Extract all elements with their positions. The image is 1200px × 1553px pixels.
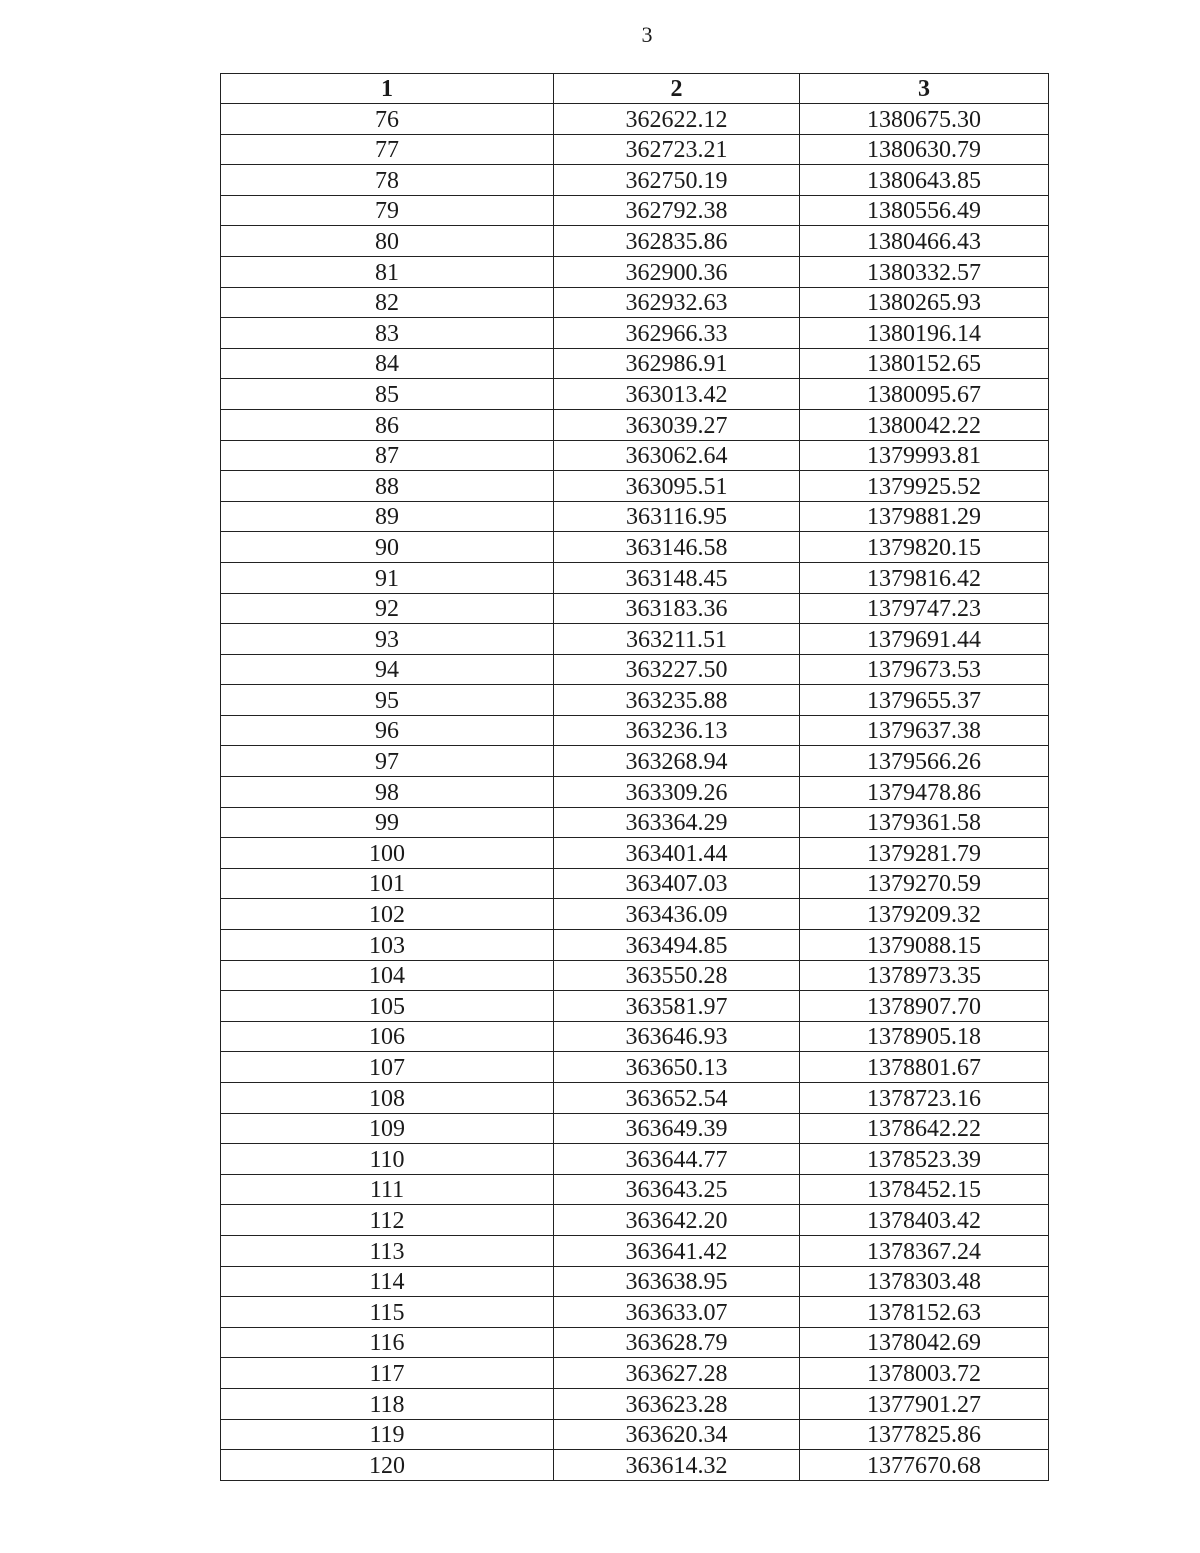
coordinate-y-cell: 1378642.22 — [800, 1113, 1049, 1144]
table-row — [221, 256, 1049, 287]
point-number-cell: 120 — [221, 1450, 554, 1481]
coordinate-x-cell: 363364.29 — [554, 807, 800, 838]
coordinate-y-cell: 1379088.15 — [800, 930, 1049, 961]
coordinate-x-cell: 363627.28 — [554, 1358, 800, 1389]
point-number-cell: 111 — [221, 1174, 554, 1205]
table-row — [221, 685, 1049, 716]
point-number-cell: 119 — [221, 1419, 554, 1450]
table-row — [221, 777, 1049, 808]
point-number-cell: 99 — [221, 807, 554, 838]
coordinate-y-cell: 1377825.86 — [800, 1419, 1049, 1450]
point-number-cell: 88 — [221, 471, 554, 502]
table-row — [221, 807, 1049, 838]
coordinate-x-cell: 363062.64 — [554, 440, 800, 471]
coordinate-x-cell: 363638.95 — [554, 1266, 800, 1297]
point-number-cell: 84 — [221, 348, 554, 379]
coordinate-x-cell: 363614.32 — [554, 1450, 800, 1481]
table-row — [221, 991, 1049, 1022]
coordinate-x-cell: 363628.79 — [554, 1327, 800, 1358]
coordinate-x-cell: 363649.39 — [554, 1113, 800, 1144]
coordinate-x-cell: 362622.12 — [554, 104, 800, 135]
table-row — [221, 654, 1049, 685]
table-row — [221, 471, 1049, 502]
point-number-cell: 92 — [221, 593, 554, 624]
point-number-cell: 102 — [221, 899, 554, 930]
table-row — [221, 1205, 1049, 1236]
point-number-cell: 89 — [221, 501, 554, 532]
point-number-cell: 107 — [221, 1052, 554, 1083]
table-row — [221, 746, 1049, 777]
coordinate-x-cell: 363407.03 — [554, 868, 800, 899]
table-row — [221, 960, 1049, 991]
point-number-cell: 90 — [221, 532, 554, 563]
coordinate-y-cell: 1380196.14 — [800, 318, 1049, 349]
point-number-cell: 81 — [221, 256, 554, 287]
coordinate-x-cell: 363641.42 — [554, 1235, 800, 1266]
coordinate-x-cell: 363401.44 — [554, 838, 800, 869]
table-body — [221, 104, 1049, 1481]
point-number-cell: 94 — [221, 654, 554, 685]
point-number-cell: 77 — [221, 134, 554, 165]
table-row — [221, 562, 1049, 593]
coordinate-x-cell: 363116.95 — [554, 501, 800, 532]
coordinate-x-cell: 363623.28 — [554, 1388, 800, 1419]
point-number-cell: 110 — [221, 1144, 554, 1175]
table-row — [221, 318, 1049, 349]
coordinate-y-cell: 1378905.18 — [800, 1021, 1049, 1052]
coordinate-y-cell: 1379270.59 — [800, 868, 1049, 899]
point-number-cell: 97 — [221, 746, 554, 777]
coordinate-y-cell: 1377670.68 — [800, 1450, 1049, 1481]
point-number-cell: 76 — [221, 104, 554, 135]
table-row — [221, 1419, 1049, 1450]
coordinate-y-cell: 1379478.86 — [800, 777, 1049, 808]
coordinate-y-cell: 1379993.81 — [800, 440, 1049, 471]
coordinate-x-cell: 362986.91 — [554, 348, 800, 379]
coordinate-y-cell: 1379281.79 — [800, 838, 1049, 869]
coordinate-y-cell: 1378907.70 — [800, 991, 1049, 1022]
table-row — [221, 134, 1049, 165]
point-number-cell: 95 — [221, 685, 554, 716]
table-row — [221, 1235, 1049, 1266]
table-row — [221, 1297, 1049, 1328]
coordinate-x-cell: 363646.93 — [554, 1021, 800, 1052]
point-number-cell: 115 — [221, 1297, 554, 1328]
table-row — [221, 1021, 1049, 1052]
coordinate-y-cell: 1380675.30 — [800, 104, 1049, 135]
coordinate-x-cell: 363436.09 — [554, 899, 800, 930]
table-row — [221, 104, 1049, 135]
table-row — [221, 1052, 1049, 1083]
coordinate-x-cell: 362966.33 — [554, 318, 800, 349]
column-header-1: 1 — [221, 74, 554, 104]
table-row — [221, 165, 1049, 196]
point-number-cell: 109 — [221, 1113, 554, 1144]
coordinate-x-cell: 363620.34 — [554, 1419, 800, 1450]
coordinate-x-cell: 363013.42 — [554, 379, 800, 410]
point-number-cell: 85 — [221, 379, 554, 410]
coordinate-x-cell: 363642.20 — [554, 1205, 800, 1236]
table-row — [221, 409, 1049, 440]
coordinate-x-cell: 362750.19 — [554, 165, 800, 196]
point-number-cell: 96 — [221, 715, 554, 746]
coordinate-y-cell: 1377901.27 — [800, 1388, 1049, 1419]
coordinate-x-cell: 363643.25 — [554, 1174, 800, 1205]
table-row — [221, 440, 1049, 471]
table-row — [221, 379, 1049, 410]
coordinate-x-cell: 362835.86 — [554, 226, 800, 257]
table-row — [221, 1174, 1049, 1205]
coordinate-y-cell: 1379747.23 — [800, 593, 1049, 624]
coordinate-y-cell: 1380556.49 — [800, 195, 1049, 226]
coordinate-y-cell: 1380042.22 — [800, 409, 1049, 440]
coordinate-y-cell: 1378452.15 — [800, 1174, 1049, 1205]
table-row — [221, 868, 1049, 899]
point-number-cell: 114 — [221, 1266, 554, 1297]
coordinate-x-cell: 363148.45 — [554, 562, 800, 593]
table-row — [221, 715, 1049, 746]
table-row — [221, 1113, 1049, 1144]
coordinate-y-cell: 1380643.85 — [800, 165, 1049, 196]
coordinate-y-cell: 1379816.42 — [800, 562, 1049, 593]
coordinate-y-cell: 1379566.26 — [800, 746, 1049, 777]
table-header — [221, 74, 1049, 104]
point-number-cell: 83 — [221, 318, 554, 349]
point-number-cell: 106 — [221, 1021, 554, 1052]
table-row — [221, 532, 1049, 563]
point-number-cell: 78 — [221, 165, 554, 196]
coordinate-x-cell: 363236.13 — [554, 715, 800, 746]
point-number-cell: 116 — [221, 1327, 554, 1358]
column-header-2: 2 — [554, 74, 800, 104]
coordinate-x-cell: 363183.36 — [554, 593, 800, 624]
point-number-cell: 104 — [221, 960, 554, 991]
coordinate-y-cell: 1379673.53 — [800, 654, 1049, 685]
coordinate-y-cell: 1379209.32 — [800, 899, 1049, 930]
table-row — [221, 501, 1049, 532]
coordinate-x-cell: 362723.21 — [554, 134, 800, 165]
table-row — [221, 930, 1049, 961]
coordinate-y-cell: 1378152.63 — [800, 1297, 1049, 1328]
coordinate-y-cell: 1378003.72 — [800, 1358, 1049, 1389]
point-number-cell: 117 — [221, 1358, 554, 1389]
coordinate-y-cell: 1380332.57 — [800, 256, 1049, 287]
page-number: 3 — [641, 22, 653, 47]
coordinate-y-cell: 1378403.42 — [800, 1205, 1049, 1236]
point-number-cell: 112 — [221, 1205, 554, 1236]
coordinate-y-cell: 1380152.65 — [800, 348, 1049, 379]
coordinate-x-cell: 363652.54 — [554, 1083, 800, 1114]
point-number-cell: 100 — [221, 838, 554, 869]
coordinate-y-cell: 1380466.43 — [800, 226, 1049, 257]
table-row — [221, 899, 1049, 930]
table-row — [221, 287, 1049, 318]
coordinate-y-cell: 1379637.38 — [800, 715, 1049, 746]
point-number-cell: 82 — [221, 287, 554, 318]
table-row — [221, 624, 1049, 655]
coordinate-x-cell: 363633.07 — [554, 1297, 800, 1328]
coordinate-x-cell: 363227.50 — [554, 654, 800, 685]
point-number-cell: 98 — [221, 777, 554, 808]
coordinate-y-cell: 1378801.67 — [800, 1052, 1049, 1083]
point-number-cell: 79 — [221, 195, 554, 226]
coordinate-y-cell: 1378367.24 — [800, 1235, 1049, 1266]
point-number-cell: 80 — [221, 226, 554, 257]
point-number-cell: 93 — [221, 624, 554, 655]
coordinate-x-cell: 363268.94 — [554, 746, 800, 777]
coordinate-x-cell: 363095.51 — [554, 471, 800, 502]
coordinate-x-cell: 363235.88 — [554, 685, 800, 716]
table-row — [221, 838, 1049, 869]
coordinate-x-cell: 362932.63 — [554, 287, 800, 318]
coordinate-x-cell: 363581.97 — [554, 991, 800, 1022]
table-row — [221, 1388, 1049, 1419]
coordinates-table — [220, 73, 1049, 1481]
coordinate-x-cell: 363494.85 — [554, 930, 800, 961]
point-number-cell: 87 — [221, 440, 554, 471]
coordinate-y-cell: 1380265.93 — [800, 287, 1049, 318]
table-row — [221, 593, 1049, 624]
coordinate-x-cell: 363146.58 — [554, 532, 800, 563]
point-number-cell: 113 — [221, 1235, 554, 1266]
table-header-row — [221, 74, 1049, 104]
table-row — [221, 1358, 1049, 1389]
coordinate-y-cell: 1378973.35 — [800, 960, 1049, 991]
coordinate-x-cell: 363644.77 — [554, 1144, 800, 1175]
column-header-3: 3 — [800, 74, 1049, 104]
point-number-cell: 103 — [221, 930, 554, 961]
table-row — [221, 1450, 1049, 1481]
coordinate-y-cell: 1379361.58 — [800, 807, 1049, 838]
table-row — [221, 1083, 1049, 1114]
table-row — [221, 1144, 1049, 1175]
point-number-cell: 86 — [221, 409, 554, 440]
coordinate-y-cell: 1379881.29 — [800, 501, 1049, 532]
coordinate-y-cell: 1379820.15 — [800, 532, 1049, 563]
coordinate-x-cell: 363309.26 — [554, 777, 800, 808]
table-row — [221, 226, 1049, 257]
point-number-cell: 118 — [221, 1388, 554, 1419]
point-number-cell: 91 — [221, 562, 554, 593]
coordinate-y-cell: 1380095.67 — [800, 379, 1049, 410]
coordinate-y-cell: 1379691.44 — [800, 624, 1049, 655]
coordinate-x-cell: 363039.27 — [554, 409, 800, 440]
coordinate-x-cell: 362792.38 — [554, 195, 800, 226]
coordinate-x-cell: 363211.51 — [554, 624, 800, 655]
coordinate-y-cell: 1378723.16 — [800, 1083, 1049, 1114]
coordinate-y-cell: 1379655.37 — [800, 685, 1049, 716]
point-number-cell: 101 — [221, 868, 554, 899]
coordinate-y-cell: 1379925.52 — [800, 471, 1049, 502]
table-row — [221, 1266, 1049, 1297]
table-row — [221, 1327, 1049, 1358]
table-row — [221, 348, 1049, 379]
table-row — [221, 195, 1049, 226]
coordinate-x-cell: 363550.28 — [554, 960, 800, 991]
coordinate-y-cell: 1378303.48 — [800, 1266, 1049, 1297]
coordinate-y-cell: 1378523.39 — [800, 1144, 1049, 1175]
coordinate-y-cell: 1380630.79 — [800, 134, 1049, 165]
coordinate-y-cell: 1378042.69 — [800, 1327, 1049, 1358]
point-number-cell: 108 — [221, 1083, 554, 1114]
coordinate-x-cell: 362900.36 — [554, 256, 800, 287]
point-number-cell: 105 — [221, 991, 554, 1022]
coordinate-x-cell: 363650.13 — [554, 1052, 800, 1083]
